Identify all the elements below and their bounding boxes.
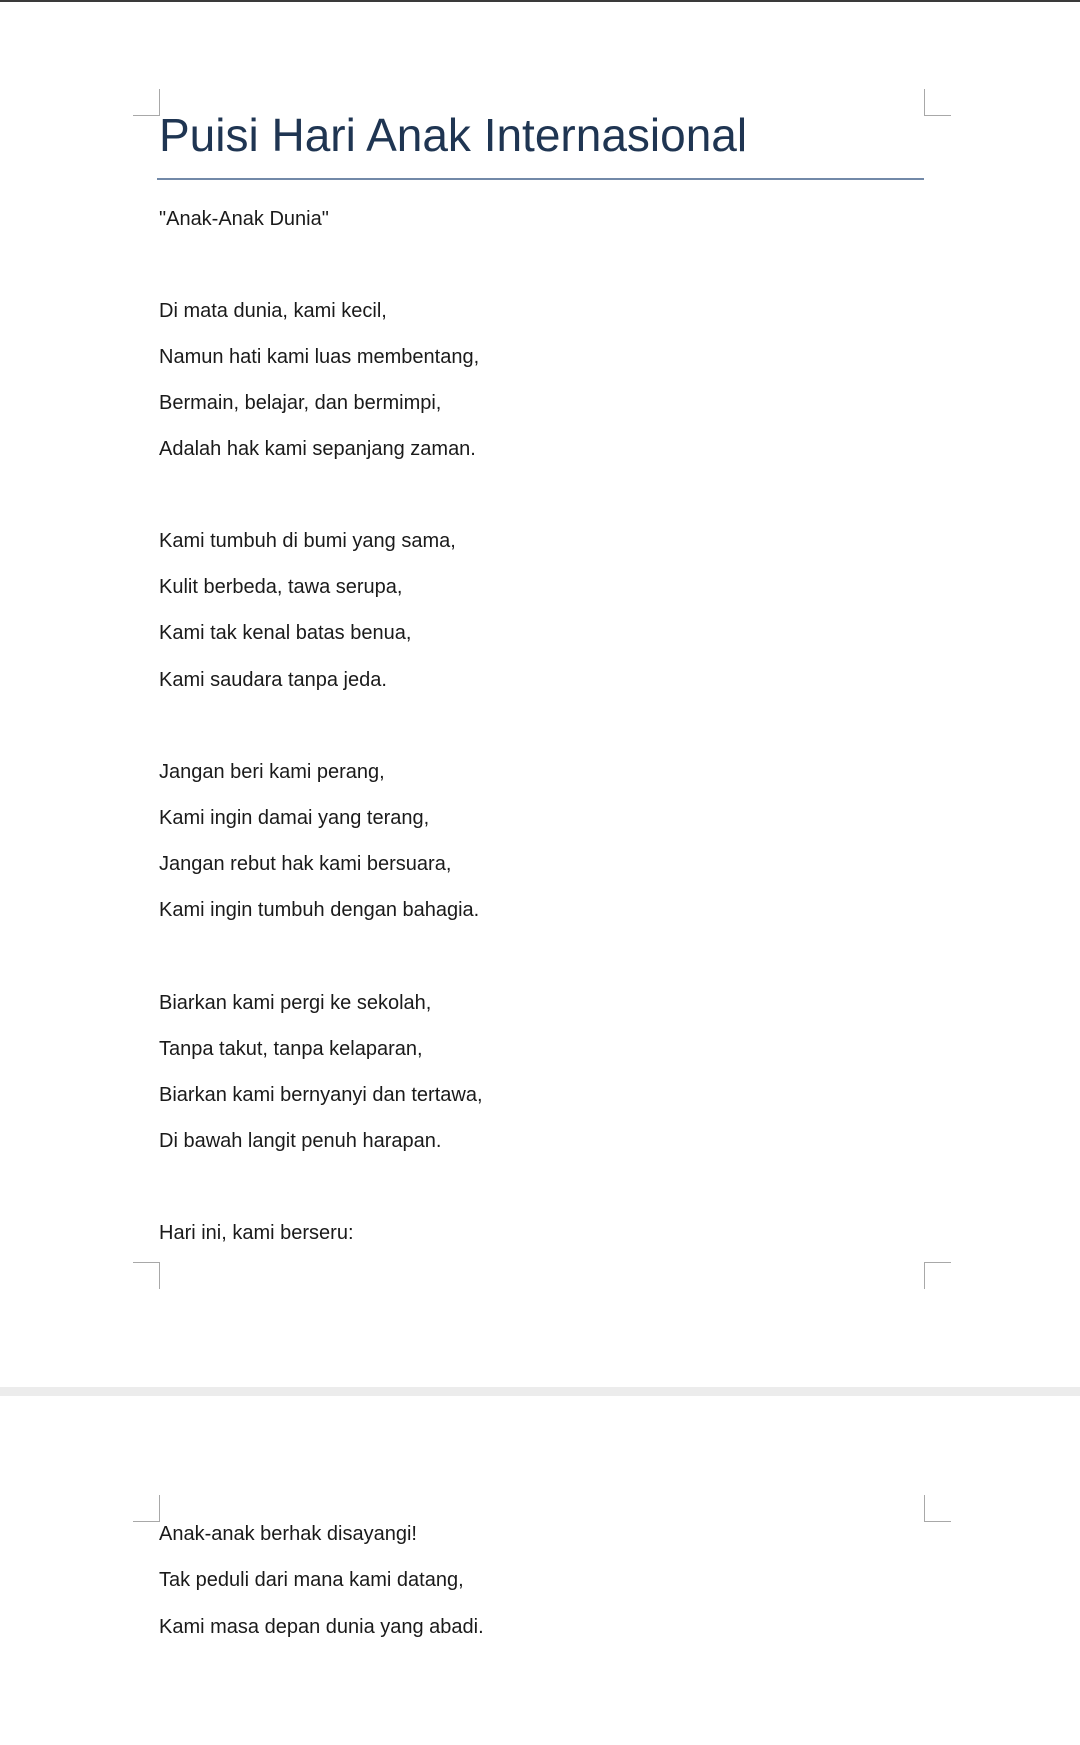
margin-corner-top-left [133, 1495, 160, 1522]
title-underline [157, 178, 924, 180]
poem-line[interactable]: Kami masa depan dunia yang abadi. [159, 1616, 484, 1638]
margin-corner-top-right [924, 89, 951, 116]
poem-line[interactable]: Jangan beri kami perang, [159, 761, 385, 783]
poem-line[interactable]: Jangan rebut hak kami bersuara, [159, 853, 452, 875]
document-page-2[interactable] [0, 1396, 1080, 1745]
poem-line[interactable]: Hari ini, kami berseru: [159, 1222, 354, 1244]
page-break-gap [0, 1387, 1080, 1396]
poem-subtitle[interactable]: "Anak-Anak Dunia" [159, 208, 329, 230]
poem-line[interactable]: Kami tumbuh di bumi yang sama, [159, 530, 456, 552]
poem-line[interactable]: Namun hati kami luas membentang, [159, 346, 480, 368]
margin-corner-bottom-right [924, 1262, 951, 1289]
margin-corner-top-right [924, 1495, 951, 1522]
document-title[interactable]: Puisi Hari Anak Internasional [159, 109, 748, 161]
poem-line[interactable]: Anak-anak berhak disayangi! [159, 1523, 417, 1545]
poem-line[interactable]: Di bawah langit penuh harapan. [159, 1130, 442, 1152]
document-page-1[interactable] [0, 2, 1080, 1387]
poem-line[interactable]: Adalah hak kami sepanjang zaman. [159, 438, 476, 460]
poem-line[interactable]: Tak peduli dari mana kami datang, [159, 1569, 464, 1591]
poem-line[interactable]: Kami saudara tanpa jeda. [159, 669, 387, 691]
poem-line[interactable]: Kulit berbeda, tawa serupa, [159, 576, 403, 598]
poem-line[interactable]: Di mata dunia, kami kecil, [159, 300, 387, 322]
poem-line[interactable]: Kami ingin damai yang terang, [159, 807, 430, 829]
poem-line[interactable]: Kami ingin tumbuh dengan bahagia. [159, 899, 480, 921]
poem-line[interactable]: Kami tak kenal batas benua, [159, 622, 412, 644]
poem-line[interactable]: Tanpa takut, tanpa kelaparan, [159, 1038, 423, 1060]
poem-line[interactable]: Biarkan kami pergi ke sekolah, [159, 992, 432, 1014]
margin-corner-top-left [133, 89, 160, 116]
poem-line[interactable]: Bermain, belajar, dan bermimpi, [159, 392, 442, 414]
poem-line[interactable]: Biarkan kami bernyanyi dan tertawa, [159, 1084, 483, 1106]
margin-corner-bottom-left [133, 1262, 160, 1289]
